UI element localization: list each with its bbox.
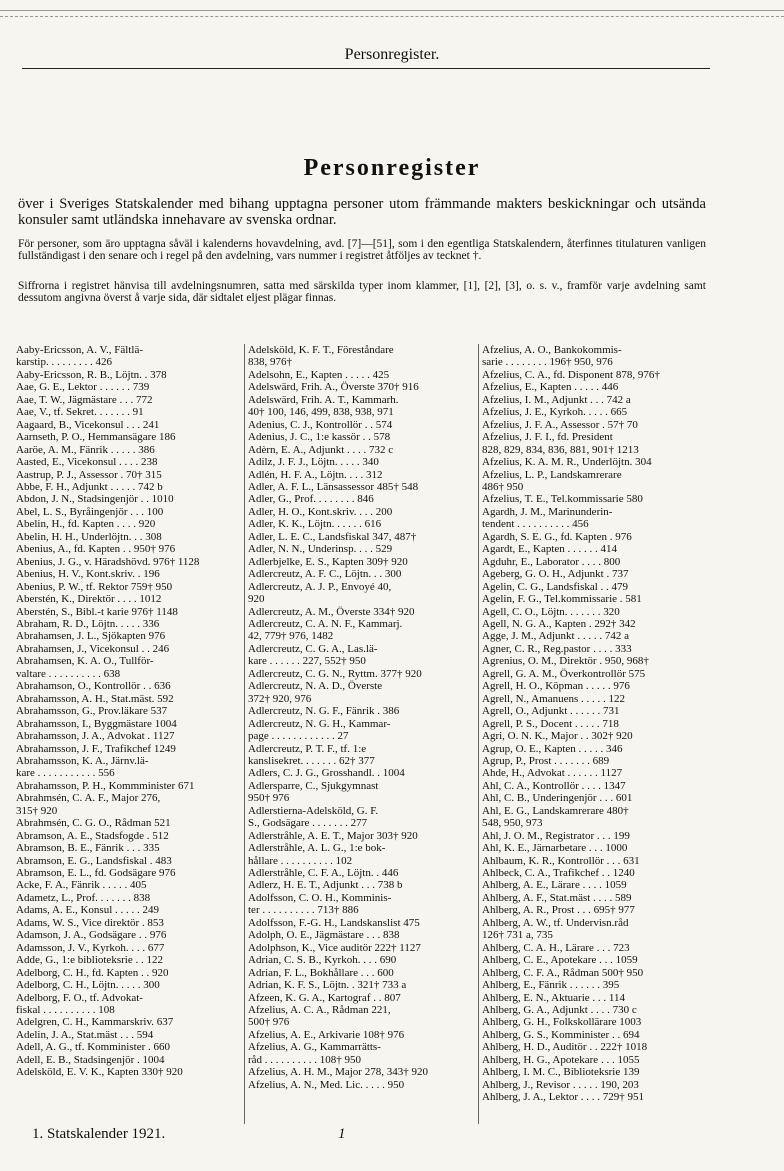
register-entry: 828, 829, 834, 836, 881, 901† 1213 <box>482 443 639 456</box>
register-entry: Ahlberg, E., Fänrik . . . . . . 395 <box>482 979 620 992</box>
register-entry: 838, 976† <box>248 356 292 369</box>
register-entry: fiskal . . . . . . . . . . 108 <box>16 1004 115 1017</box>
register-entry: Agduhr, E., Laborator . . . . 800 <box>482 555 621 568</box>
register-entry: Ahl, J. O. M., Registrator . . . 199 <box>482 829 630 842</box>
register-entry: Ahlberg, J., Revisor . . . . . 190, 203 <box>482 1078 639 1091</box>
register-entry: Agrenius, O. M., Direktör . 950, 968† <box>482 655 649 668</box>
register-entry: Adlersparre, C., Sjukgymnast <box>248 779 379 792</box>
register-entry: ter . . . . . . . . . . 713† 886 <box>248 904 359 917</box>
register-entry: råd . . . . . . . . . . 108† 950 <box>248 1053 362 1066</box>
register-entry: Adlers, C. J. G., Grosshandl. . 1004 <box>248 767 405 780</box>
register-entry: page . . . . . . . . . . . . 27 <box>248 730 349 743</box>
register-entry: Aberstén, K., Direktör . . . . 1012 <box>16 593 162 606</box>
register-entry: Abel, L. S., Byråingenjör . . . 100 <box>16 505 164 518</box>
register-entry: Aaby-Ericsson, R. B., Löjtn. . 378 <box>16 368 167 381</box>
register-entry: Agardh, J. M., Marinunderin- <box>482 505 613 518</box>
register-entry: 372† 920, 976 <box>248 692 312 705</box>
register-entry: Adelin, J. A., Stat.mäst . . . 594 <box>16 1028 154 1041</box>
register-entry: Adelborg, F. O., tf. Advokat- <box>16 991 143 1004</box>
register-entry: Ahlberg, C. E., Apotekare . . . 1059 <box>482 954 638 967</box>
footer-signature: 1. Statskalender 1921. <box>32 1126 166 1142</box>
register-entry: Afzelius, C. A., fd. Disponent 878, 976† <box>482 368 660 381</box>
register-entry: Adolphson, K., Vice auditör 222† 1127 <box>248 941 421 954</box>
header-rule <box>22 68 710 69</box>
column-divider <box>478 344 479 1124</box>
register-entry: Agrell, G. A. M., Överkontrollör 575 <box>482 667 646 680</box>
register-entry: Adell, E. B., Stadsingenjör . 1004 <box>16 1053 165 1066</box>
register-entry: Adolfsson, F.-G. H., Landskanslist 475 <box>248 916 420 929</box>
register-entry: Afzelius, A. G., Kammarrätts- <box>248 1041 381 1054</box>
register-entry: Adenius, C. J., Kontrollör . . 574 <box>248 418 393 431</box>
register-entry: Abrahamsson, J. F., Trafikchef 1249 <box>16 742 176 755</box>
register-entry: Ahl, C. B., Underingenjör . . . 601 <box>482 792 633 805</box>
register-entry: Adamsson, J. V., Kyrkoh. . . . 677 <box>16 941 165 954</box>
register-entry: Adlén, H. F. A., Löjtn. . . . 312 <box>248 468 383 481</box>
register-entry: Adlercreutz, N. G. F., Fänrik . 386 <box>248 705 400 718</box>
register-entry: Adrian, F. L., Bokhållare . . . 600 <box>248 966 394 979</box>
page-number: 1 <box>338 1126 346 1142</box>
register-entry: Adlerbjelke, E. S., Kapten 309† 920 <box>248 555 408 568</box>
register-entry: Adelswärd, Frih. A., Överste 370† 916 <box>248 381 419 394</box>
register-entry: Adams, W. S., Vice direktör . 853 <box>16 916 164 929</box>
register-entry: Abbe, F. H., Adjunkt . . . . . 742 b <box>16 480 163 493</box>
register-entry: Aasted, E., Vicekonsul . . . . 238 <box>16 456 158 469</box>
register-entry: S., Godsägare . . . . . . . 277 <box>248 817 368 830</box>
register-entry: Adlercreutz, C. G. A., Las.lä- <box>248 642 378 655</box>
register-entry: Adrian, K. F. S., Löjtn. . 321† 733 a <box>248 979 407 992</box>
register-entry: Abrahamsen, K. A. O., Tullför- <box>16 655 154 668</box>
register-entry: Adèrn, E. A., Adjunkt . . . . 732 c <box>248 443 394 456</box>
register-entry: Abenius, H. V., Kont.skriv. . 196 <box>16 568 160 581</box>
register-entry: Aagaard, B., Vicekonsul . . . 241 <box>16 418 160 431</box>
register-entry: Adler, G., Prof. . . . . . . . 846 <box>248 493 374 506</box>
register-entry: Adlerz, H. E. T., Adjunkt . . . 738 b <box>248 879 403 892</box>
register-entry: Agrell, H. O., Köpman . . . . . 976 <box>482 680 630 693</box>
register-entry: Agelin, F. G., Tel.kommissarie . 581 <box>482 593 642 606</box>
register-entry: kare . . . . . . . . . . . 556 <box>16 767 115 780</box>
top-rule-2 <box>0 16 784 17</box>
register-entry: 920 <box>248 593 265 606</box>
register-entry: Agelin, C. G., Landsfiskal . . 479 <box>482 580 629 593</box>
register-entry: Adelsohn, E., Kapten . . . . . 425 <box>248 368 390 381</box>
register-entry: Agri, O. N. K., Major . . 302† 920 <box>482 730 633 743</box>
register-entry: Agge, J. M., Adjunkt . . . . . 742 a <box>482 630 629 643</box>
register-entry: Afzelius, E., Kapten . . . . . 446 <box>482 381 619 394</box>
register-entry: Afzelius, T. E., Tel.kommissarie 580 <box>482 493 643 506</box>
register-entry: 40† 100, 146, 499, 838, 938, 971 <box>248 406 394 419</box>
register-entry: Abdon, J. N., Stadsingenjör . . 1010 <box>16 493 174 506</box>
register-entry: Abrahamsson, P. H., Kommminister 671 <box>16 779 195 792</box>
register-entry: Agell, C. O., Löjtn. . . . . . . 320 <box>482 605 620 618</box>
register-entry: Agrell, O., Adjunkt . . . . . . 731 <box>482 705 620 718</box>
register-entry: Agrell, P. S., Docent . . . . . 718 <box>482 717 619 730</box>
register-entry: Ahlberg, A. E., Lärare . . . . 1059 <box>482 879 627 892</box>
register-entry: Aarnseth, P. O., Hemmansägare 186 <box>16 431 176 444</box>
register-entry: Ahlberg, I. M. C., Biblioteksrie 139 <box>482 1066 640 1079</box>
register-entry: 486† 950 <box>482 480 524 493</box>
register-entry: Abelin, H. H., Underlöjtn. . . 308 <box>16 530 162 543</box>
register-entry: Afzelius, I. M., Adjunkt . . . 742 a <box>482 393 631 406</box>
register-entry: Abenius, J. G., v. Häradshövd. 976† 1128 <box>16 555 200 568</box>
register-entry: Aastrup, P. J., Assessor . 70† 315 <box>16 468 162 481</box>
register-entry: Abramson, E. G., Landsfiskal . 483 <box>16 854 172 867</box>
register-entry: Ahlbeck, C. A., Trafikchef . . 1240 <box>482 867 635 880</box>
register-entry: Adelborg, C. H., Löjtn. . . . . 300 <box>16 979 160 992</box>
register-entry: Ahde, H., Advokat . . . . . . 1127 <box>482 767 623 780</box>
register-entry: Agrup, O. E., Kapten . . . . . 346 <box>482 742 623 755</box>
register-entry: Adolph, O. E., Jägmästare . . . 838 <box>248 929 400 942</box>
register-entry: Abrahamson, O., Kontrollör . . 636 <box>16 680 171 693</box>
register-entry: Abenius, P. W., tf. Rektor 759† 950 <box>16 580 173 593</box>
register-entry: Abramson, E. L., fd. Godsägare 976 <box>16 867 176 880</box>
register-entry: Adlercreutz, A. F. C., Löjtn. . . 300 <box>248 568 402 581</box>
register-entry: Aae, G. E., Lektor . . . . . . 739 <box>16 381 150 394</box>
column-divider <box>244 344 245 1124</box>
register-entry: Abenius, A., fd. Kapten . . 950† 976 <box>16 543 176 556</box>
register-entry: Aaby-Ericsson, A. V., Fältlä- <box>16 344 143 356</box>
top-rule-1 <box>0 10 784 11</box>
register-entry: Ahl, K. E., Järnarbetare . . . 1000 <box>482 842 628 855</box>
register-entry: Abrahamsson, I., Byggmästare 1004 <box>16 717 177 730</box>
register-entry: Ahlberg, A. R., Prost . . . 695† 977 <box>482 904 635 917</box>
register-entry: Agrup, P., Prost . . . . . . . 689 <box>482 754 610 767</box>
register-entry: Ahlberg, G. S., Komminister . . 694 <box>482 1028 640 1041</box>
register-entry: Afzelius, A. H. M., Major 278, 343† 920 <box>248 1066 428 1079</box>
register-columns <box>16 344 712 1124</box>
register-column-3 <box>482 344 712 1124</box>
register-entry: 126† 731 a, 735 <box>482 929 553 942</box>
register-entry: 500† 976 <box>248 1016 290 1029</box>
register-entry: Abrahamsson, K. A., Järnv.lä- <box>16 754 149 767</box>
register-entry: Ahlberg, H. G., Apotekare . . . 1055 <box>482 1053 640 1066</box>
register-entry: 548, 950, 973 <box>482 817 543 830</box>
register-entry: Ahlberg, C. F. A., Rådman 500† 950 <box>482 966 644 979</box>
register-entry: Abraham, R. D., Löjtn. . . . . 336 <box>16 617 160 630</box>
register-column-2 <box>248 344 477 1124</box>
register-entry: Adametz, L., Prof. . . . . . . 838 <box>16 891 151 904</box>
register-entry: Ahlberg, C. A. H., Lärare . . . 723 <box>482 941 630 954</box>
register-entry: kanslisekret. . . . . . . 62† 377 <box>248 754 375 767</box>
intro-paragraph: över i Sveriges Statskalender med bihang upptagna personer utom främmande makters beskickningar och utsända konsuler samt utländska innehavare av svenska ordnar. <box>18 196 706 228</box>
register-entry: Adlercreutz, A. M., Överste 334† 920 <box>248 605 415 618</box>
register-entry: Afzelius, A. E., Arkivarie 108† 976 <box>248 1028 405 1041</box>
register-entry: Adlerstråhle, C. F. A., Löjtn. . 446 <box>248 867 399 880</box>
register-entry: Adler, A. F. L., Länsassessor 485† 548 <box>248 480 419 493</box>
register-entry: Adelborg, C. H., fd. Kapten . . 920 <box>16 966 169 979</box>
register-entry: Adelsköld, K. F. T., Föreståndare <box>248 344 394 356</box>
register-entry: Ahlberg, J. A., Lektor . . . . 729† 951 <box>482 1091 645 1104</box>
register-entry: Adenius, J. C., 1:e kassör . . 578 <box>248 431 391 444</box>
register-entry: Aaröe, A. M., Fänrik . . . . . 386 <box>16 443 155 456</box>
register-entry: Adolfsson, C. O. H., Komminis- <box>248 891 392 904</box>
register-entry: Ageberg, G. O. H., Adjunkt . 737 <box>482 568 629 581</box>
register-entry: Aae, T. W., Jägmästare . . . 772 <box>16 393 153 406</box>
register-entry: 42, 779† 976, 1482 <box>248 630 334 643</box>
register-entry: Agner, C. R., Reg.pastor . . . . 333 <box>482 642 632 655</box>
register-entry: Abramson, B. E., Fänrik . . . 335 <box>16 842 160 855</box>
register-entry: Adlerstråhle, A. L. G., 1:e bok- <box>248 842 386 855</box>
register-entry: Adlercreutz, C. A. N. F., Kammarj. <box>248 617 403 630</box>
register-entry: tendent . . . . . . . . . . 456 <box>482 518 589 531</box>
register-entry: valtare . . . . . . . . . . 638 <box>16 667 121 680</box>
register-entry: Afzelius, A. O., Bankokommis- <box>482 344 622 356</box>
register-entry: Ahlberg, G. A., Adjunkt . . . . 730 c <box>482 1004 637 1017</box>
register-entry: Abrahamsen, J., Vicekonsul . . 246 <box>16 642 170 655</box>
register-entry: Adler, N. N., Underinsp. . . . 529 <box>248 543 393 556</box>
register-entry: Afzelius, L. P., Landskamrerare <box>482 468 622 481</box>
register-entry: Adlercreutz, N. G. H., Kammar- <box>248 717 391 730</box>
register-entry: Agell, N. G. A., Kapten . 292† 342 <box>482 617 636 630</box>
register-entry: hållare . . . . . . . . . . 102 <box>248 854 353 867</box>
register-entry: Agardh, S. E. G., fd. Kapten . 976 <box>482 530 632 543</box>
register-entry: Abrahamsson, A. H., Stat.mäst. 592 <box>16 692 174 705</box>
register-entry: Adlercreutz, C. G. N., Ryttm. 377† 920 <box>248 667 422 680</box>
register-entry: Afzelius, A. N., Med. Lic. . . . . 950 <box>248 1078 405 1091</box>
register-column-1 <box>16 344 242 1124</box>
register-entry: Afzelius, J. E., Kyrkoh. . . . . 665 <box>482 406 628 419</box>
note-titulature: För personer, som äro upptagna såväl i kalenderns hovavdelning, avd. [7]—[51], som i den egentliga Statskalendern, återfinnes titulaturen vanligen fullständigast i den senare och i regel på den avdelning, vars nummer i registret åtföljes av tecknet †. <box>18 238 706 262</box>
register-entry: kare . . . . . . 227, 552† 950 <box>248 655 366 668</box>
register-entry: Abelin, H., fd. Kapten . . . . 920 <box>16 518 156 531</box>
register-entry: Adler, L. E. C., Landsfiskal 347, 487† <box>248 530 417 543</box>
register-entry: karstip. . . . . . . . . 426 <box>16 356 112 369</box>
register-entry: Adlercreutz, A. J. P., Envoyé 40, <box>248 580 392 593</box>
register-entry: Adell, A. G., tf. Komminister . 660 <box>16 1041 170 1054</box>
register-entry: Adlercreutz, P. T. F., tf. 1:e <box>248 742 367 755</box>
register-entry: Adlerstråhle, A. E. T., Major 303† 920 <box>248 829 418 842</box>
register-entry: Agrell, N., Amanuens . . . . . 122 <box>482 692 625 705</box>
register-entry: Adlerstierna-Adelsköld, G. F. <box>248 804 379 817</box>
register-entry: Adilz, J. F. J., Löjtn. . . . . 340 <box>248 456 379 469</box>
page-title: Personregister <box>303 155 481 181</box>
register-entry: 950† 976 <box>248 792 290 805</box>
register-entry: Afzelius, A. C. A., Rådman 221, <box>248 1004 391 1017</box>
register-entry: Ahlberg, H. D., Auditör . . 222† 1018 <box>482 1041 648 1054</box>
register-entry: 315† 920 <box>16 804 58 817</box>
register-entry: Ahlberg, E. N., Aktuarie . . . 114 <box>482 991 625 1004</box>
register-entry: Agardt, E., Kapten . . . . . . 414 <box>482 543 618 556</box>
register-entry: Ahlberg, A. W., tf. Undervisn.råd <box>482 916 629 929</box>
register-entry: Afzelius, J. F. A., Assessor . 57† 70 <box>482 418 638 431</box>
register-entry: Aberstén, S., Bibl.-t karie 976† 1148 <box>16 605 178 618</box>
register-entry: Adamson, J. A., Godsägare . . 976 <box>16 929 167 942</box>
register-entry: Ahl, C. A., Kontrollör . . . . 1347 <box>482 779 626 792</box>
running-header: Personregister. <box>344 46 440 63</box>
register-entry: Adde, G., 1:e biblioteksrie . . 122 <box>16 954 163 967</box>
register-entry: Adlercreutz, N. A. D., Överste <box>248 680 383 693</box>
register-entry: Adler, H. O., Kont.skriv. . . . 200 <box>248 505 393 518</box>
register-entry: Adams, A. E., Konsul . . . . . 249 <box>16 904 159 917</box>
register-entry: Abrahmsén, C. G. O., Rådman 521 <box>16 817 171 830</box>
register-entry: Abrahmsén, C. A. F., Major 276, <box>16 792 161 805</box>
register-entry: Adelgren, C. H., Kammarskriv. 637 <box>16 1016 174 1029</box>
register-entry: Abramson, A. E., Stadsfogde . 512 <box>16 829 169 842</box>
register-entry: Adelsköld, E. V. K., Kapten 330† 920 <box>16 1066 183 1079</box>
register-entry: Ahlberg, A. F., Stat.mäst . . . . 589 <box>482 891 632 904</box>
register-entry: Adelswärd, Frih. A. T., Kammarh. <box>248 393 399 406</box>
register-entry: Afzelius, J. F. I., fd. President <box>482 431 613 444</box>
register-entry: Adler, K. K., Löjtn. . . . . . 616 <box>248 518 382 531</box>
register-entry: Ahl, E. G., Landskamrerare 480† <box>482 804 629 817</box>
note-numbers: Siffrorna i registret hänvisa till avdelningsnumren, satta med särskilda typer inom klammer, [1], [2], [3], o. s. v., framför varje avdelning samt dessutom angivna överst å varje sida, där sidtalet eljest plägar finnas. <box>18 280 706 304</box>
register-entry: Abrahamsen, J. L., Sjökapten 976 <box>16 630 166 643</box>
register-entry: Afzelius, K. A. M. R., Underlöjtn. 304 <box>482 456 652 469</box>
register-entry: sarie . . . . . . . . 196† 950, 976 <box>482 356 613 369</box>
register-entry: Afzeen, K. G. A., Kartograf . . 807 <box>248 991 401 1004</box>
register-entry: Adrian, C. S. B., Kyrkoh. . . . 690 <box>248 954 397 967</box>
register-entry: Abrahamsson, G., Prov.läkare 537 <box>16 705 168 718</box>
register-entry: Acke, F. A., Fänrik . . . . . 405 <box>16 879 147 892</box>
register-entry: Ahlberg, G. H., Folkskollärare 1003 <box>482 1016 642 1029</box>
register-entry: Abrahamsson, J. A., Advokat . 1127 <box>16 730 175 743</box>
register-entry: Ahlbaum, K. R., Kontrollör . . . 631 <box>482 854 640 867</box>
register-entry: Aae, V., tf. Sekret. . . . . . . 91 <box>16 406 144 419</box>
